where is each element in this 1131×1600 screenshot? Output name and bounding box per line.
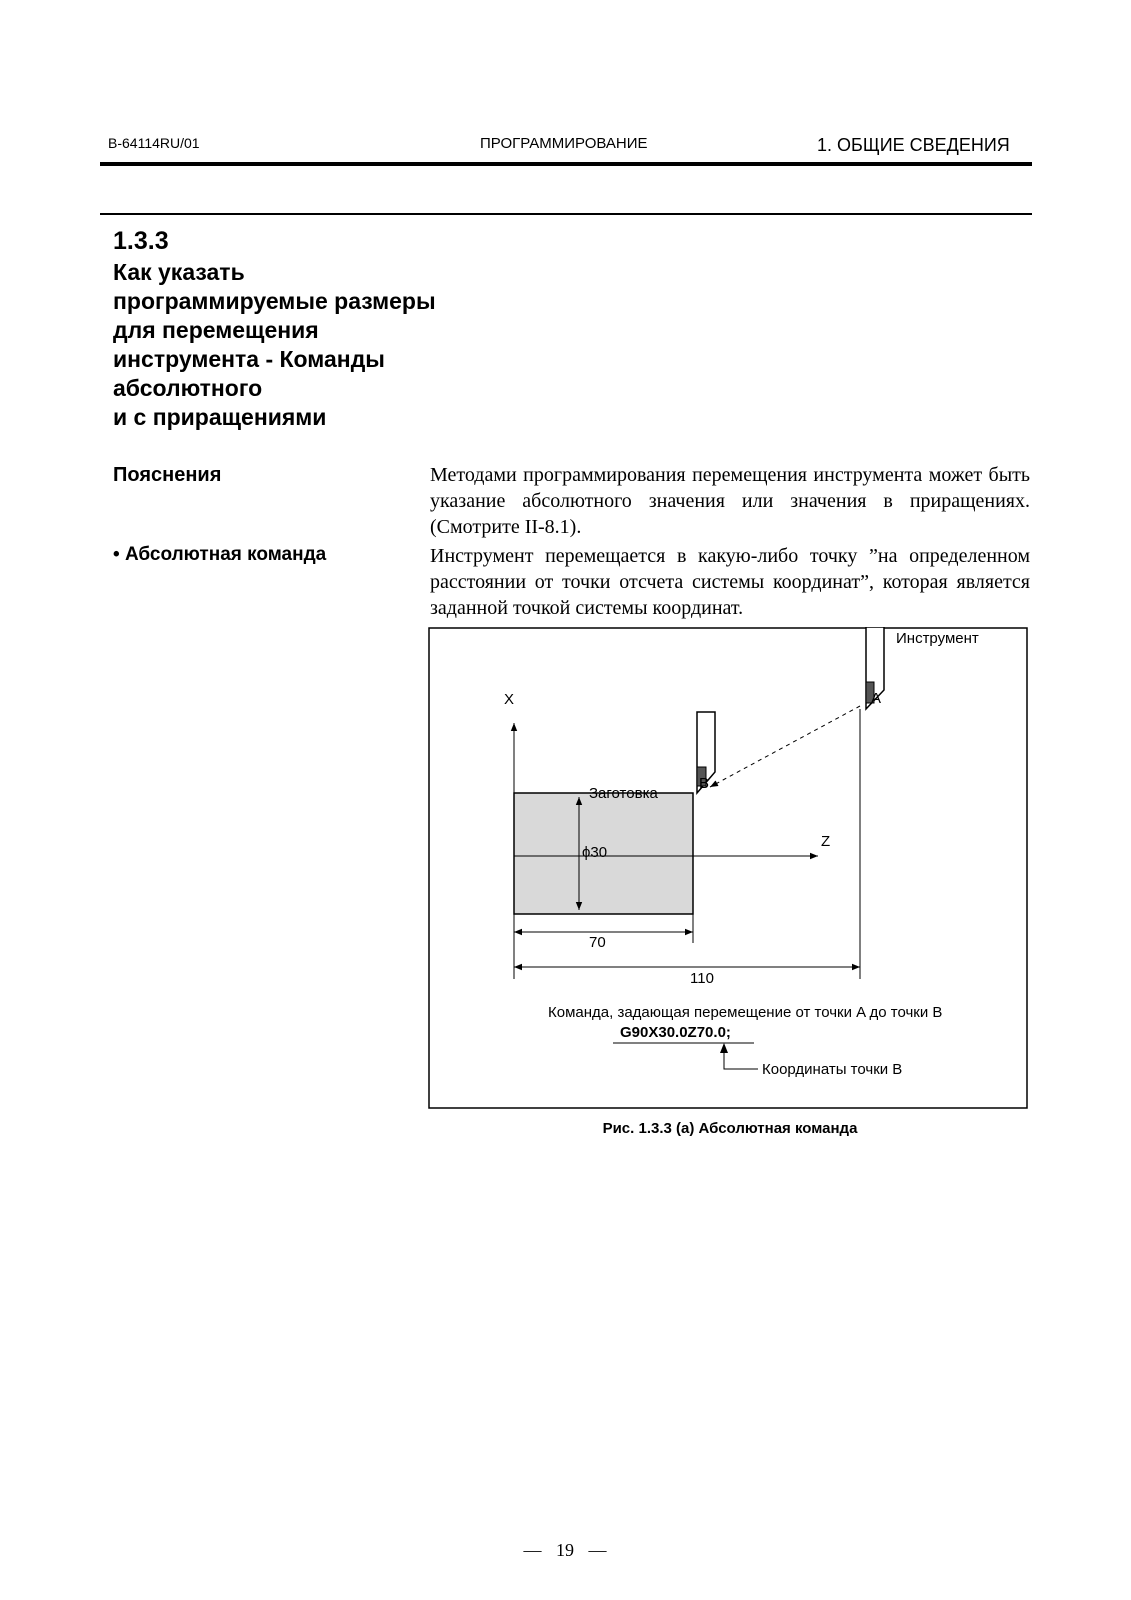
- dim-70-label: 70: [589, 934, 606, 951]
- bullet-icon: •: [113, 544, 120, 565]
- tool-label: Инструмент: [896, 630, 979, 647]
- dim-110-label: 110: [690, 970, 714, 987]
- section-number: 1.3.3: [113, 227, 169, 255]
- point-a-label: A: [871, 690, 882, 707]
- section-title-line: Как указать: [113, 259, 245, 285]
- footer-dash: —: [523, 1540, 542, 1560]
- x-axis-label: X: [504, 691, 515, 708]
- explanations-heading: Пояснения: [113, 464, 222, 486]
- explanations-paragraph: Методами программирования перемещения инструмента может быть указание абсолютного значения или значения в приращениях. (Смотрите II-8.1).: [430, 464, 1030, 538]
- coords-label: Координаты точки B: [762, 1061, 903, 1078]
- absolute-command-figure: [428, 627, 1028, 1109]
- figure-caption: Рис. 1.3.3 (а) Абсолютная команда: [602, 1120, 858, 1137]
- footer-dash: —: [588, 1540, 607, 1560]
- diameter-label: ϕ30: [582, 844, 608, 861]
- section-title-line: и с приращениями: [113, 404, 327, 430]
- section-rule: [100, 213, 1032, 215]
- page-number-footer: [515, 1540, 615, 1561]
- doc-code: B-64114RU/01: [108, 135, 200, 151]
- absolute-command-heading: [113, 544, 326, 566]
- command-caption: Команда, задающая перемещение от точки A до точки B: [548, 1004, 943, 1021]
- page-number: 19: [556, 1540, 574, 1560]
- section-title-line: программируемые размеры: [113, 288, 436, 314]
- section-title-line: инструмента - Команды: [113, 346, 385, 372]
- absolute-command-paragraph: Инструмент перемещается в какую-либо точку ”на определенном расстоянии от точки отсчета системы координат”, которая является заданной точкой системы координат.: [430, 545, 1030, 619]
- point-b-label: B: [699, 775, 710, 792]
- header-rule: [100, 162, 1032, 166]
- workpiece-label: Заготовка: [589, 785, 658, 802]
- header-center-title: ПРОГРАММИРОВАНИЕ: [480, 135, 648, 152]
- chapter-title: 1. ОБЩИЕ СВЕДЕНИЯ: [817, 135, 1010, 155]
- section-title: [113, 258, 533, 432]
- absolute-command-label: Абсолютная команда: [124, 544, 327, 565]
- section-title-line: для перемещения: [113, 317, 319, 343]
- z-axis-label: Z: [821, 833, 831, 850]
- command-code: G90X30.0Z70.0;: [620, 1024, 731, 1041]
- section-title-line: абсолютного: [113, 375, 263, 401]
